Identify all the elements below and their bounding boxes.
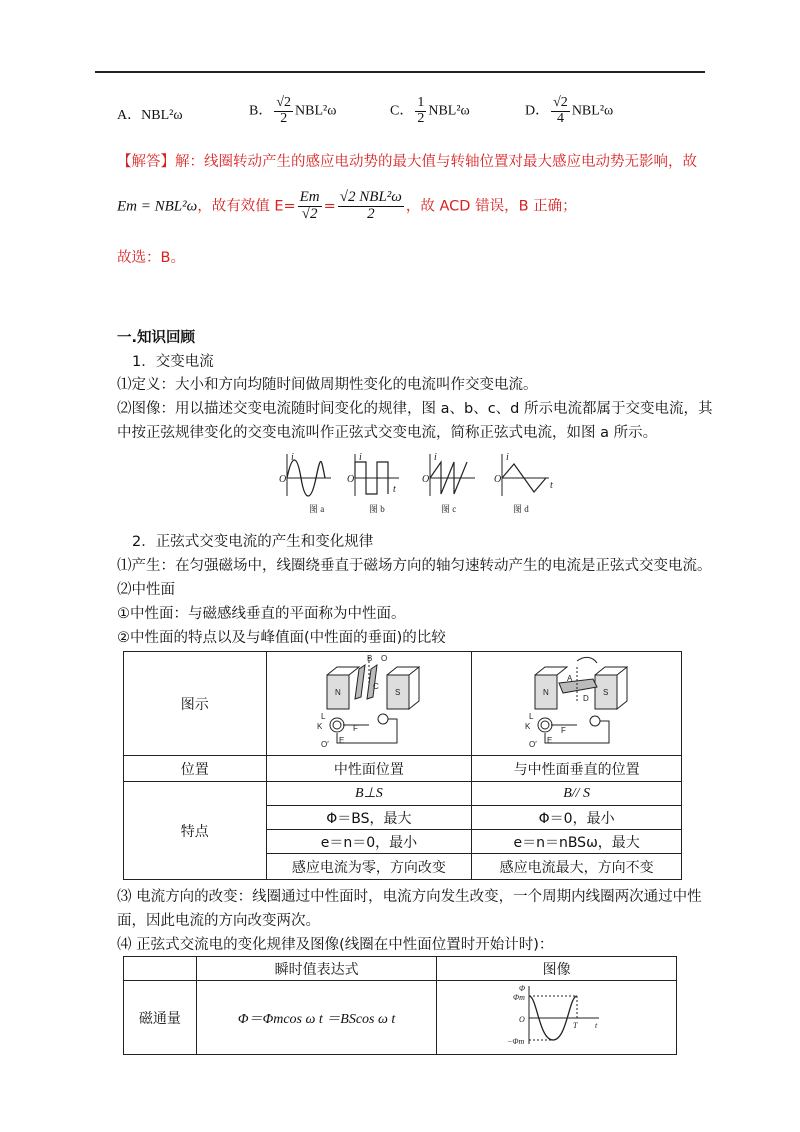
header-graph: 图像 xyxy=(437,957,677,981)
row-figure-label: 图示 xyxy=(124,652,267,756)
section-heading: 一.知识回顾 xyxy=(117,330,196,346)
svg-text:S: S xyxy=(602,687,608,697)
generator-diagram-perpendicular xyxy=(517,653,637,751)
option-c: C． $\frac{1}{2}$ NBL²ω xyxy=(390,95,470,126)
option-a: A．NBL²ω xyxy=(117,108,183,123)
svg-text:O: O xyxy=(279,474,287,485)
p3a: ⑶ 电流方向的改变：线圈通过中性面时，电流方向发生改变，一个周期内线圈两次通过中性 xyxy=(117,889,702,905)
svg-text:O′: O′ xyxy=(320,739,329,749)
svg-text:t: t xyxy=(550,480,553,491)
svg-text:i: i xyxy=(359,452,362,463)
svg-text:O′: O′ xyxy=(528,739,537,749)
svg-text:N: N xyxy=(334,687,341,697)
p3b: 面，因此电流的方向改变两次。 xyxy=(117,913,320,929)
svg-text:Φ: Φ xyxy=(518,983,525,993)
svg-text:t: t xyxy=(594,1020,597,1030)
svg-text:T: T xyxy=(572,1020,578,1030)
svg-text:i: i xyxy=(434,452,437,463)
answer-line1: 【解答】解：线圈转动产生的感应电动势的最大值与转轴位置对最大感应电动势无影响，故 xyxy=(117,154,697,170)
row-features-label: 特点 xyxy=(124,782,267,880)
svg-text:−Φm: −Φm xyxy=(506,1036,524,1046)
svg-text:A: A xyxy=(566,673,572,683)
svg-text:K: K xyxy=(524,721,530,731)
svg-text:S: S xyxy=(394,687,401,697)
header-empty xyxy=(124,957,197,981)
graph-b xyxy=(347,452,399,514)
position-perpendicular: 与中性面垂直的位置 xyxy=(472,756,682,782)
p2-neutral: ⑵中性面 xyxy=(117,582,175,598)
feature-cell: e＝n＝nBSω，最大 xyxy=(472,830,682,854)
feature-cell: Φ＝0，最小 xyxy=(472,806,682,830)
svg-text:t: t xyxy=(393,484,396,495)
svg-text:D: D xyxy=(582,693,589,703)
svg-text:图 d: 图 d xyxy=(513,504,529,514)
svg-text:i: i xyxy=(291,452,294,463)
row-flux-label: 磁通量 xyxy=(124,981,197,1055)
feature-cell: 感应电流最大，方向不变 xyxy=(472,854,682,880)
p2-def: ①中性面：与磁感线垂直的平面称为中性面。 xyxy=(117,606,406,622)
svg-text:F: F xyxy=(352,723,358,733)
svg-text:图 a: 图 a xyxy=(309,504,325,514)
svg-text:L: L xyxy=(528,711,534,721)
svg-text:i: i xyxy=(506,452,509,463)
variation-table xyxy=(123,956,677,1055)
svg-text:图 b: 图 b xyxy=(369,504,385,514)
svg-text:B: B xyxy=(366,653,373,663)
svg-text:N: N xyxy=(542,687,549,697)
p2-gen: ⑴产生：在匀强磁场中，线圈绕垂直于磁场方向的轴匀速转动产生的电流是正弦式交变电流。 xyxy=(117,558,712,574)
svg-text:O: O xyxy=(494,474,502,485)
feature-cell: Φ＝BS，最大 xyxy=(266,806,472,830)
svg-text:O: O xyxy=(518,1014,525,1024)
graph-c xyxy=(422,452,475,514)
answer-line3: 故选：B。 xyxy=(117,250,185,266)
row-position-label: 位置 xyxy=(124,756,267,782)
svg-text:Φm: Φm xyxy=(512,992,525,1002)
svg-text:图 c: 图 c xyxy=(441,504,457,514)
position-neutral: 中性面位置 xyxy=(266,756,472,782)
answer-line2: Em = NBL²ω，故有效值 E= $\frac{Em}{√2}$ = $\frac{\text{√2 NBL²ω}}{2}$ ，故 ACD 错误，B 正确； xyxy=(117,189,577,222)
p1-def: ⑴定义：大小和方向均随时间做周期性变化的电流叫作交变电流。 xyxy=(117,377,538,393)
svg-text:L: L xyxy=(320,711,326,721)
p4: ⑷ 正弦式交流电的变化规律及图像(线圈在中性面位置时开始计时)： xyxy=(117,937,554,953)
figure-neutral xyxy=(266,652,472,756)
feature-cell: B⊥S xyxy=(266,782,472,806)
option-b: B． $\frac{√2}{2}$ NBL²ω xyxy=(249,95,337,126)
p1-title: 1．交变电流 xyxy=(132,354,214,370)
p2-compare: ②中性面的特点以及与峰值面(中性面的垂面)的比较 xyxy=(117,630,446,646)
feature-cell: e＝n＝0，最小 xyxy=(266,830,472,854)
svg-text:E: E xyxy=(338,735,345,745)
figure-perpendicular xyxy=(472,652,682,756)
flux-expression: Φ＝Φmcos ω t ＝BScos ω t xyxy=(196,981,436,1055)
comparison-table xyxy=(123,651,682,880)
header-expression: 瞬时值表达式 xyxy=(196,957,436,981)
svg-text:C: C xyxy=(372,681,379,691)
option-d: D． $\frac{√2}{4}$ NBL²ω xyxy=(525,95,614,126)
top-rule xyxy=(95,71,705,73)
graph-a xyxy=(279,452,331,514)
flux-graph xyxy=(507,982,607,1050)
svg-text:E: E xyxy=(546,735,552,745)
svg-text:O: O xyxy=(347,474,355,485)
flux-graph-cell xyxy=(437,981,677,1055)
svg-text:O: O xyxy=(380,653,388,663)
p1-img-b: 中按正弦规律变化的交变电流叫作正弦式交变电流，简称正弦式电流，如图 a 所示。 xyxy=(117,425,658,441)
svg-text:F: F xyxy=(560,725,566,735)
ac-graphs-figure xyxy=(265,448,565,516)
generator-diagram-neutral xyxy=(309,653,429,751)
feature-cell: B// S xyxy=(472,782,682,806)
p1-img-a: ⑵图像：用以描述交变电流随时间变化的规律，图 a、b、c、d 所示电流都属于交变电流，其 xyxy=(117,401,713,417)
p2-title: 2．正弦式交变电流的产生和变化规律 xyxy=(132,534,374,550)
graph-d xyxy=(494,452,553,514)
svg-text:K: K xyxy=(316,721,323,731)
feature-cell: 感应电流为零，方向改变 xyxy=(266,854,472,880)
svg-text:O: O xyxy=(422,474,430,485)
